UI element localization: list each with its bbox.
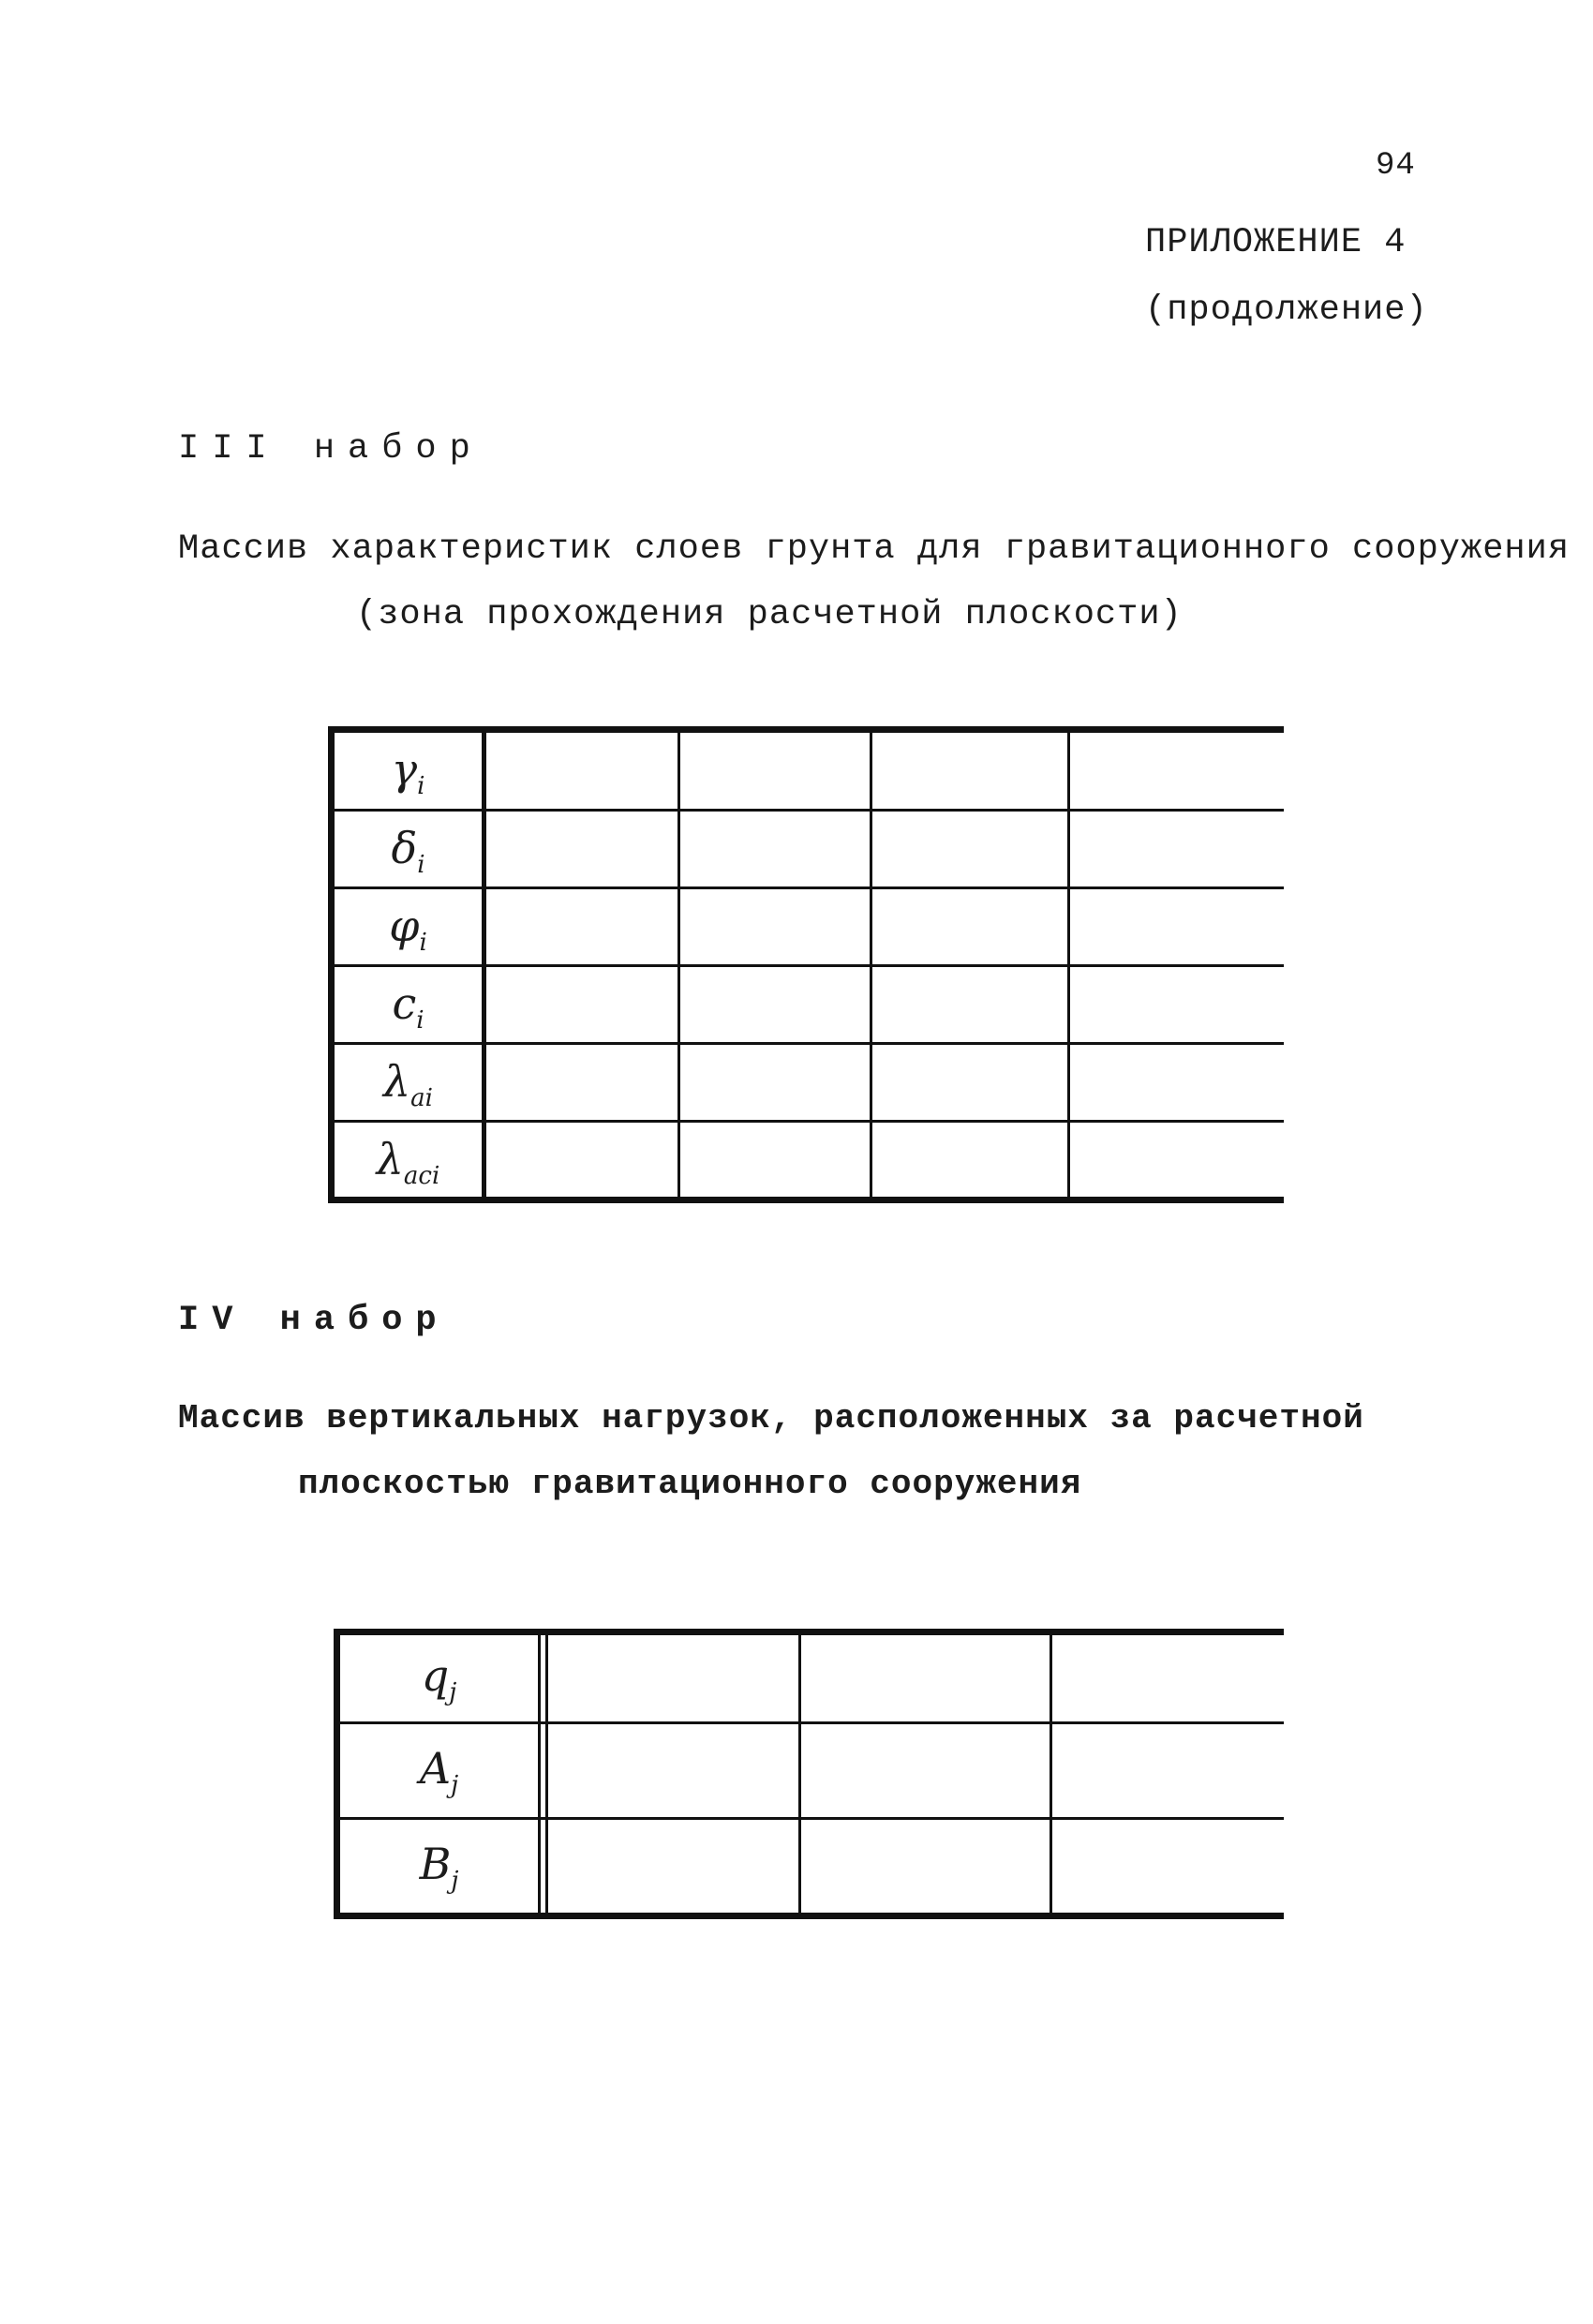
- set4-table: [334, 1629, 1284, 1922]
- row-label-lambda-a: $\lambda_{ai}$: [383, 1056, 433, 1113]
- set4-heading: IV набор: [178, 1301, 450, 1340]
- row-label-delta: $\delta_i$: [391, 823, 425, 880]
- set3-table: [328, 726, 1284, 1204]
- row-label-B: $B_j$: [419, 1839, 459, 1896]
- row-label-A: $A_j$: [419, 1743, 459, 1800]
- row-label-lambda-ac: $\lambda_{aci}$: [376, 1134, 440, 1191]
- set3-title-line1: Массив характеристик слоев грунта для гравитационного сооружения: [178, 529, 1571, 569]
- set4-title-line2: плоскостью гравитационного сооружения: [298, 1465, 1082, 1503]
- appendix-continuation: (продолжение): [1145, 290, 1428, 330]
- set4-title-line1: Массив вертикальных нагрузок, расположенных за расчетной: [178, 1399, 1364, 1438]
- row-label-gamma: $\gamma_i$: [391, 744, 425, 801]
- row-label-q: $q_j$: [421, 1650, 457, 1707]
- set3-heading: III набор: [178, 429, 484, 469]
- row-label-c: $c_i$: [392, 978, 424, 1035]
- page-number: 94: [1376, 148, 1416, 184]
- set3-title-line2: (зона прохождения расчетной плоскости): [356, 595, 1183, 634]
- appendix-title: ПРИЛОЖЕНИЕ 4: [1145, 223, 1407, 262]
- row-label-phi: $\varphi_i$: [389, 901, 427, 958]
